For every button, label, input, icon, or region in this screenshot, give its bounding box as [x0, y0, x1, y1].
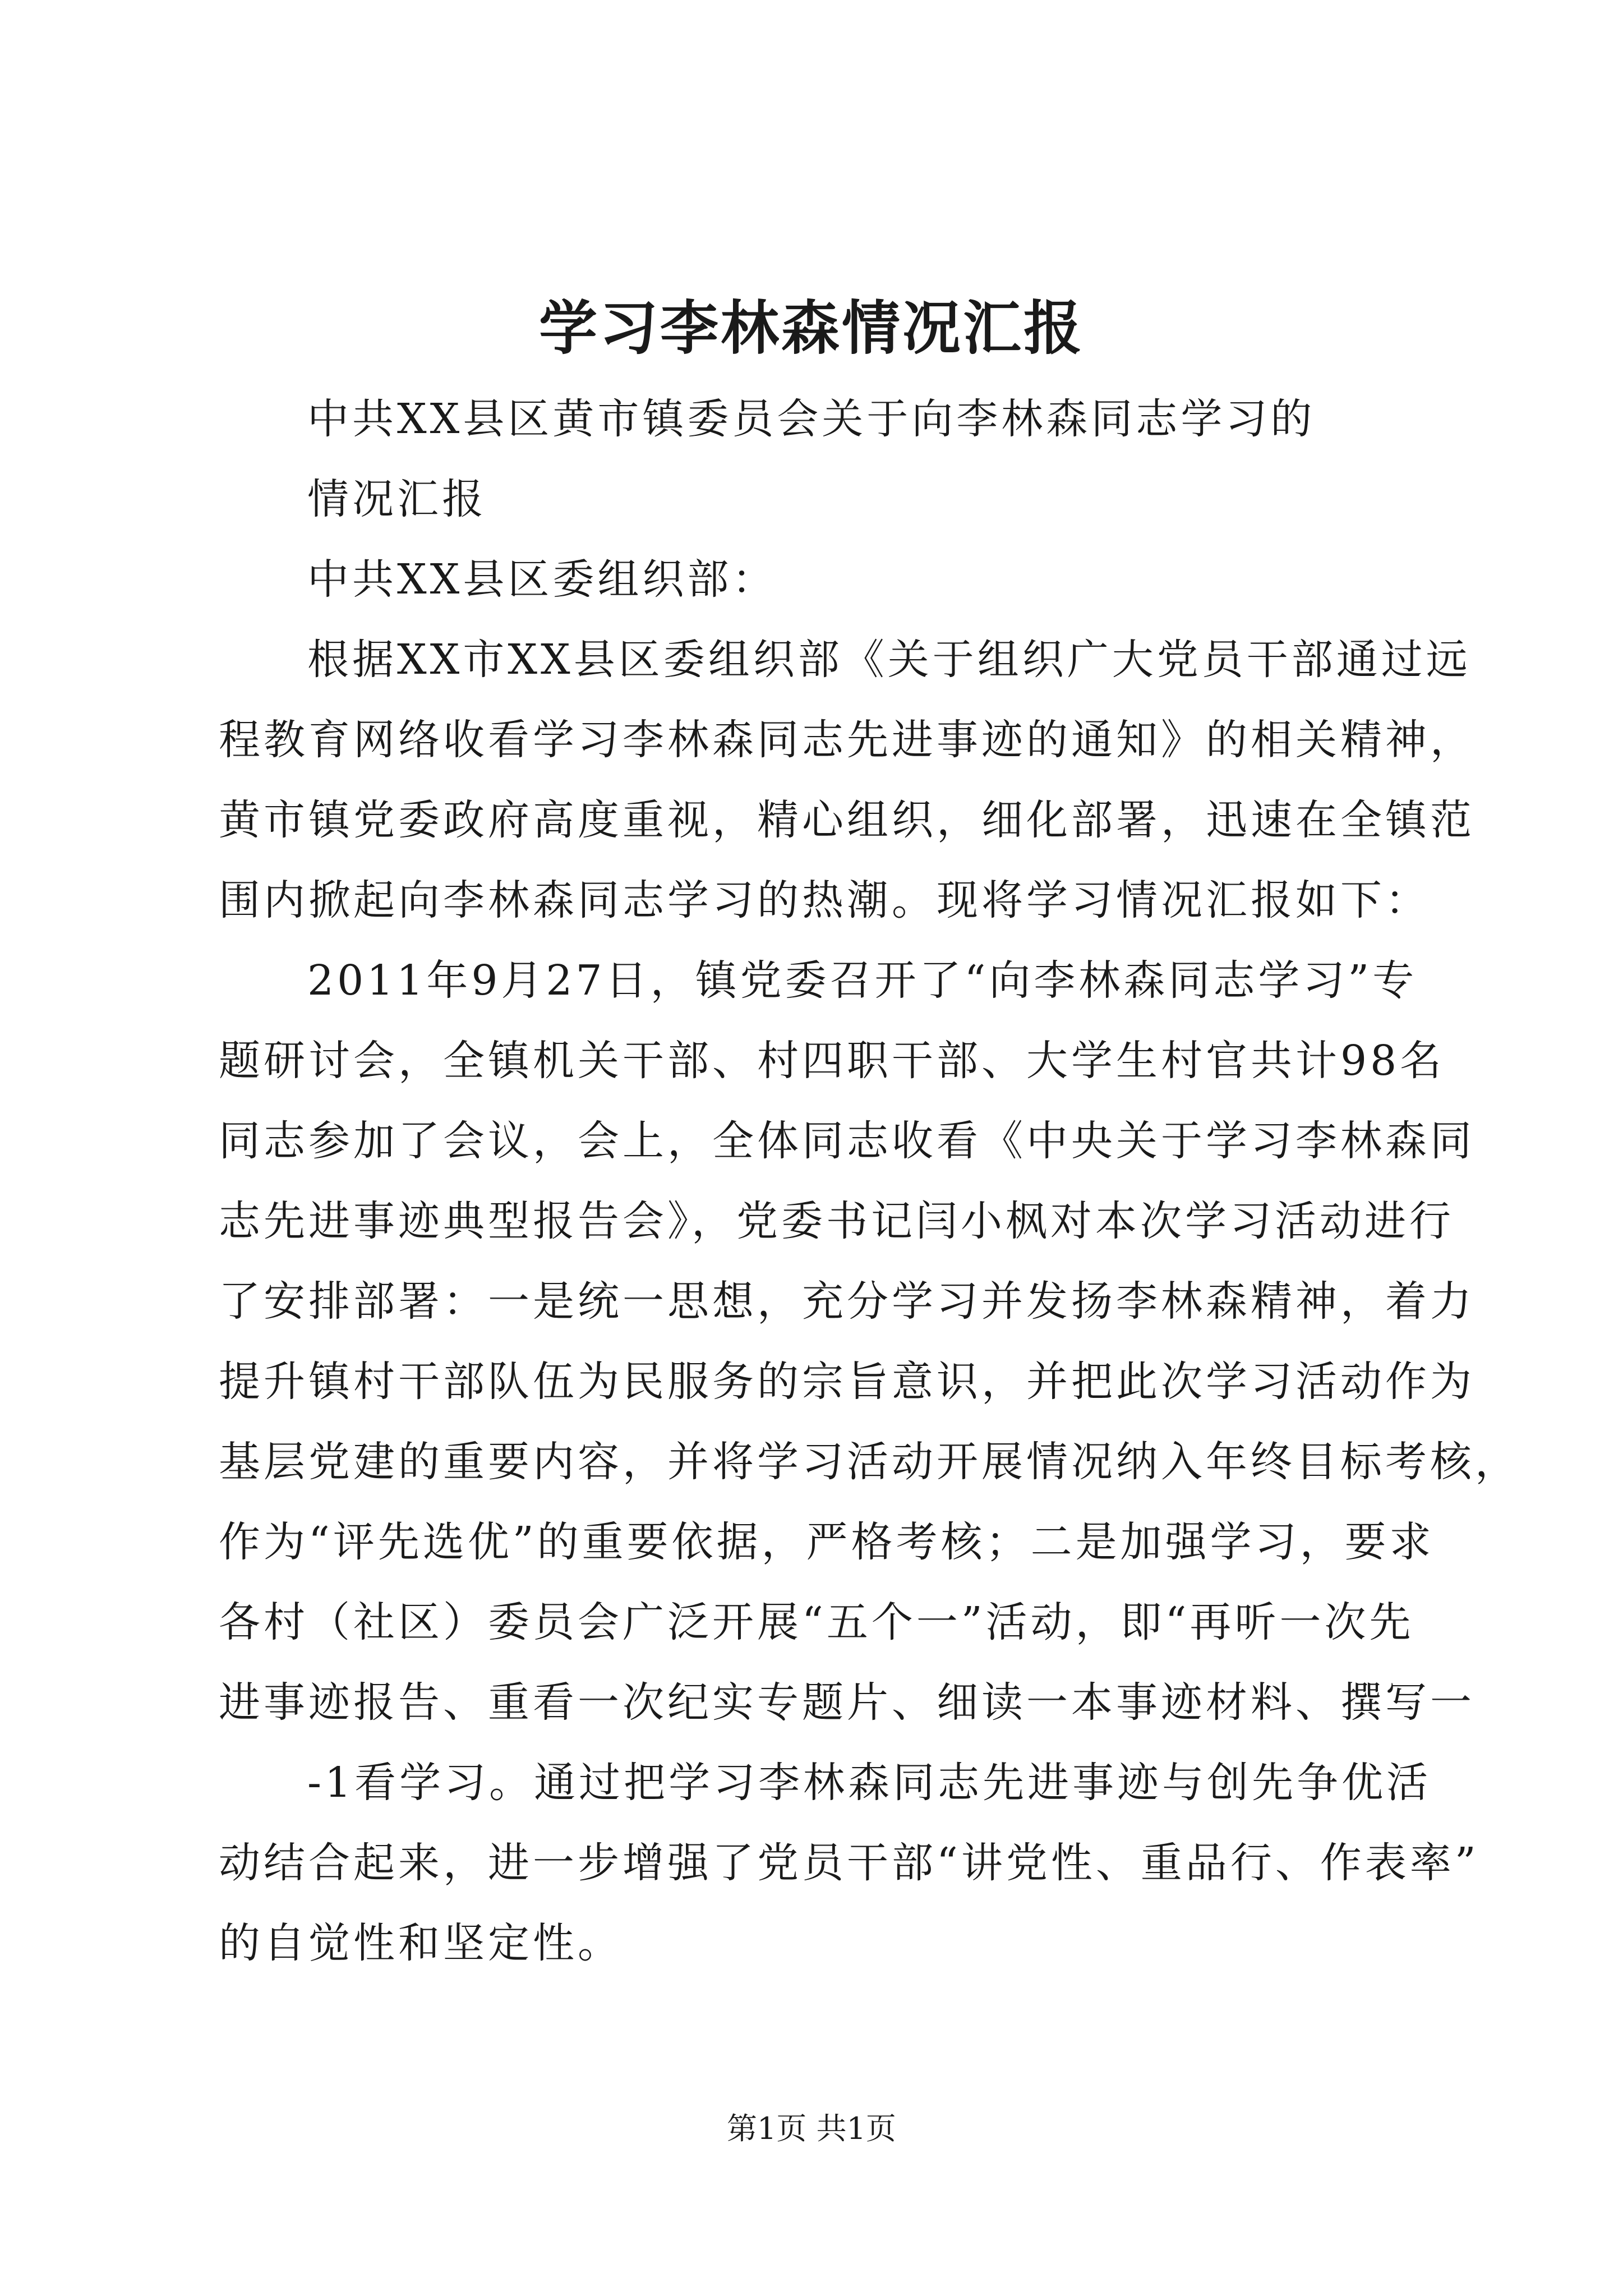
paragraph-line: 中共XX县区委组织部： — [307, 555, 777, 604]
paragraph-line: 作为“评先选优”的重要依据，严格考核；二是加强学习，要求 — [219, 1518, 1435, 1566]
paragraph-line: 2011年9月27日，镇党委召开了“向李林森同志学习”专 — [307, 956, 1418, 1005]
paragraph-line: 程教育网络收看学习李林森同志先进事迹的通知》的相关精神， — [219, 716, 1475, 764]
paragraph-line: 题研讨会，全镇机关干部、村四职干部、大学生村官共计98名 — [219, 1037, 1445, 1085]
paragraph-line: -1看学习。通过把学习李林森同志先进事迹与创先争优活 — [307, 1759, 1432, 1807]
paragraph-line: 了安排部署：一是统一思想，充分学习并发扬李林森精神，着力 — [219, 1277, 1475, 1326]
paragraph-line: 的自觉性和坚定性。 — [219, 1919, 623, 1967]
paragraph-line: 提升镇村干部队伍为民服务的宗旨意识，并把此次学习活动作为 — [219, 1358, 1475, 1406]
page-footer: 第1页 共1页 — [727, 2111, 896, 2146]
paragraph-line: 基层党建的重要内容，并将学习活动开展情况纳入年终目标考核， — [219, 1438, 1520, 1486]
paragraph-line: 进事迹报告、重看一次纪实专题片、细读一本事迹材料、撰写一 — [219, 1678, 1475, 1727]
paragraph-line: 黄市镇党委政府高度重视，精心组织，细化部署，迅速在全镇范 — [219, 796, 1475, 844]
document-title: 学习李林森情况汇报 — [538, 293, 1084, 362]
paragraph-line: 围内掀起向李林森同志学习的热潮。现将学习情况汇报如下： — [219, 876, 1430, 924]
paragraph-line: 中共XX县区黄市镇委员会关于向李林森同志学习的 — [307, 395, 1316, 443]
paragraph-line: 动结合起来，进一步增强了党员干部“讲党性、重品行、作表率” — [219, 1839, 1479, 1887]
paragraph-line: 同志参加了会议，会上，全体同志收看《中央关于学习李林森同 — [219, 1117, 1475, 1165]
paragraph-line: 各村（社区）委员会广泛开展“五个一”活动，即“再听一次先 — [219, 1598, 1414, 1646]
paragraph-line: 根据XX市XX县区委组织部《关于组织广大党员干部通过远 — [307, 636, 1471, 684]
paragraph-line: 情况汇报 — [307, 475, 487, 523]
paragraph-line: 志先进事迹典型报告会》，党委书记闫小枫对本次学习活动进行 — [219, 1197, 1454, 1245]
